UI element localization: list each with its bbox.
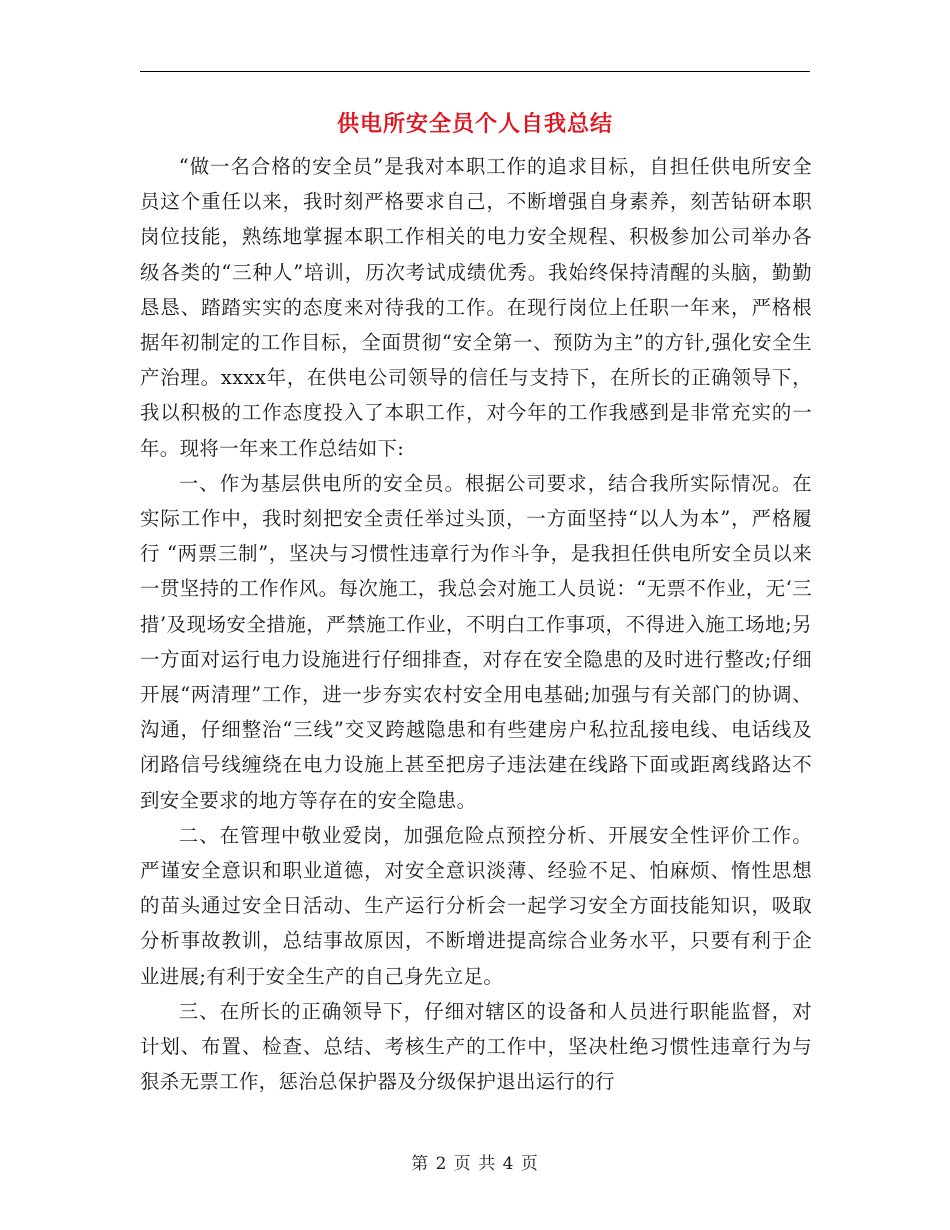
paragraph-section-2: 二、在管理中敬业爱岗，加强危险点预控分析、开展安全性评价工作。严谨安全意识和职业道德，对安全意识淡薄、经验不足、怕麻烦、惰性思想的苗头通过安全日活动、生产运行分析会一起学习安全方面技能知识，吸取分析事故教训，总结事故原因，不断增进提高综合业务水平，只要有利于企业进展;有利于安全生产的自己身先立足。 [140, 823, 812, 988]
document-title: 供电所安全员个人自我总结 [336, 111, 613, 137]
page-number-footer: 第 2 页 共 4 页 [411, 1154, 539, 1174]
paragraph-section-1: 一、作为基层供电所的安全员。根据公司要求，结合我所实际情况。在实际工作中，我时刻把安全责任举过头顶，一方面坚持“以人为本”，严格履行 “两票三制”，坚决与习惯性违章行为作斗争，是我担任供电所安全员以来一贯坚持的工作作风。每次施工，我总会对施工人员说：“无票不作业，无‘三措’及现场安全措施，严禁施工作业，不明白工作事项，不得进入施工场地;另一方面对运行电力设施进行仔细排查，对存在安全隐患的及时进行整改;仔细开展“两清理”工作，进一步夯实农村安全用电基础;加强与有关部门的协调、沟通，仔细整治“三线”交叉跨越隐患和有些建房户私拉乱接电线、电话线及闭路信号线缠绕在电力设施上甚至把房子违法建在线路下面或距离线路达不到安全要求的地方等存在的安全隐患。 [140, 471, 812, 812]
paragraph-section-3: 三、在所长的正确领导下，仔细对辖区的设备和人员进行职能监督，对计划、布置、检查、总结、考核生产的工作中，坚决杜绝习惯性违章行为与狠杀无票工作，惩治总保护器及分级保护退出运行的行 [140, 999, 812, 1094]
header-rule [140, 71, 810, 72]
paragraph-intro: “做一名合格的安全员”是我对本职工作的追求目标，自担任供电所安全员这个重任以来，我时刻严格要求自己，不断增强自身素养，刻苦钻研本职岗位技能，熟练地掌握本职工作相关的电力安全规程、积极参加公司举办各级各类的“三种人”培训，历次考试成绩优秀。我始终保持清醒的头脑，勤勤恳恳、踏踏实实的态度来对待我的工作。在现行岗位上任职一年来，严格根据年初制定的工作目标，全面贯彻“安全第一、预防为主”的方针,强化安全生产治理。xxxx年，在供电公司领导的信任与支持下，在所长的正确领导下，我以积极的工作态度投入了本职工作，对今年的工作我感到是非常充实的一年。现将一年来工作总结如下: [140, 155, 812, 460]
document-body [140, 149, 812, 1099]
